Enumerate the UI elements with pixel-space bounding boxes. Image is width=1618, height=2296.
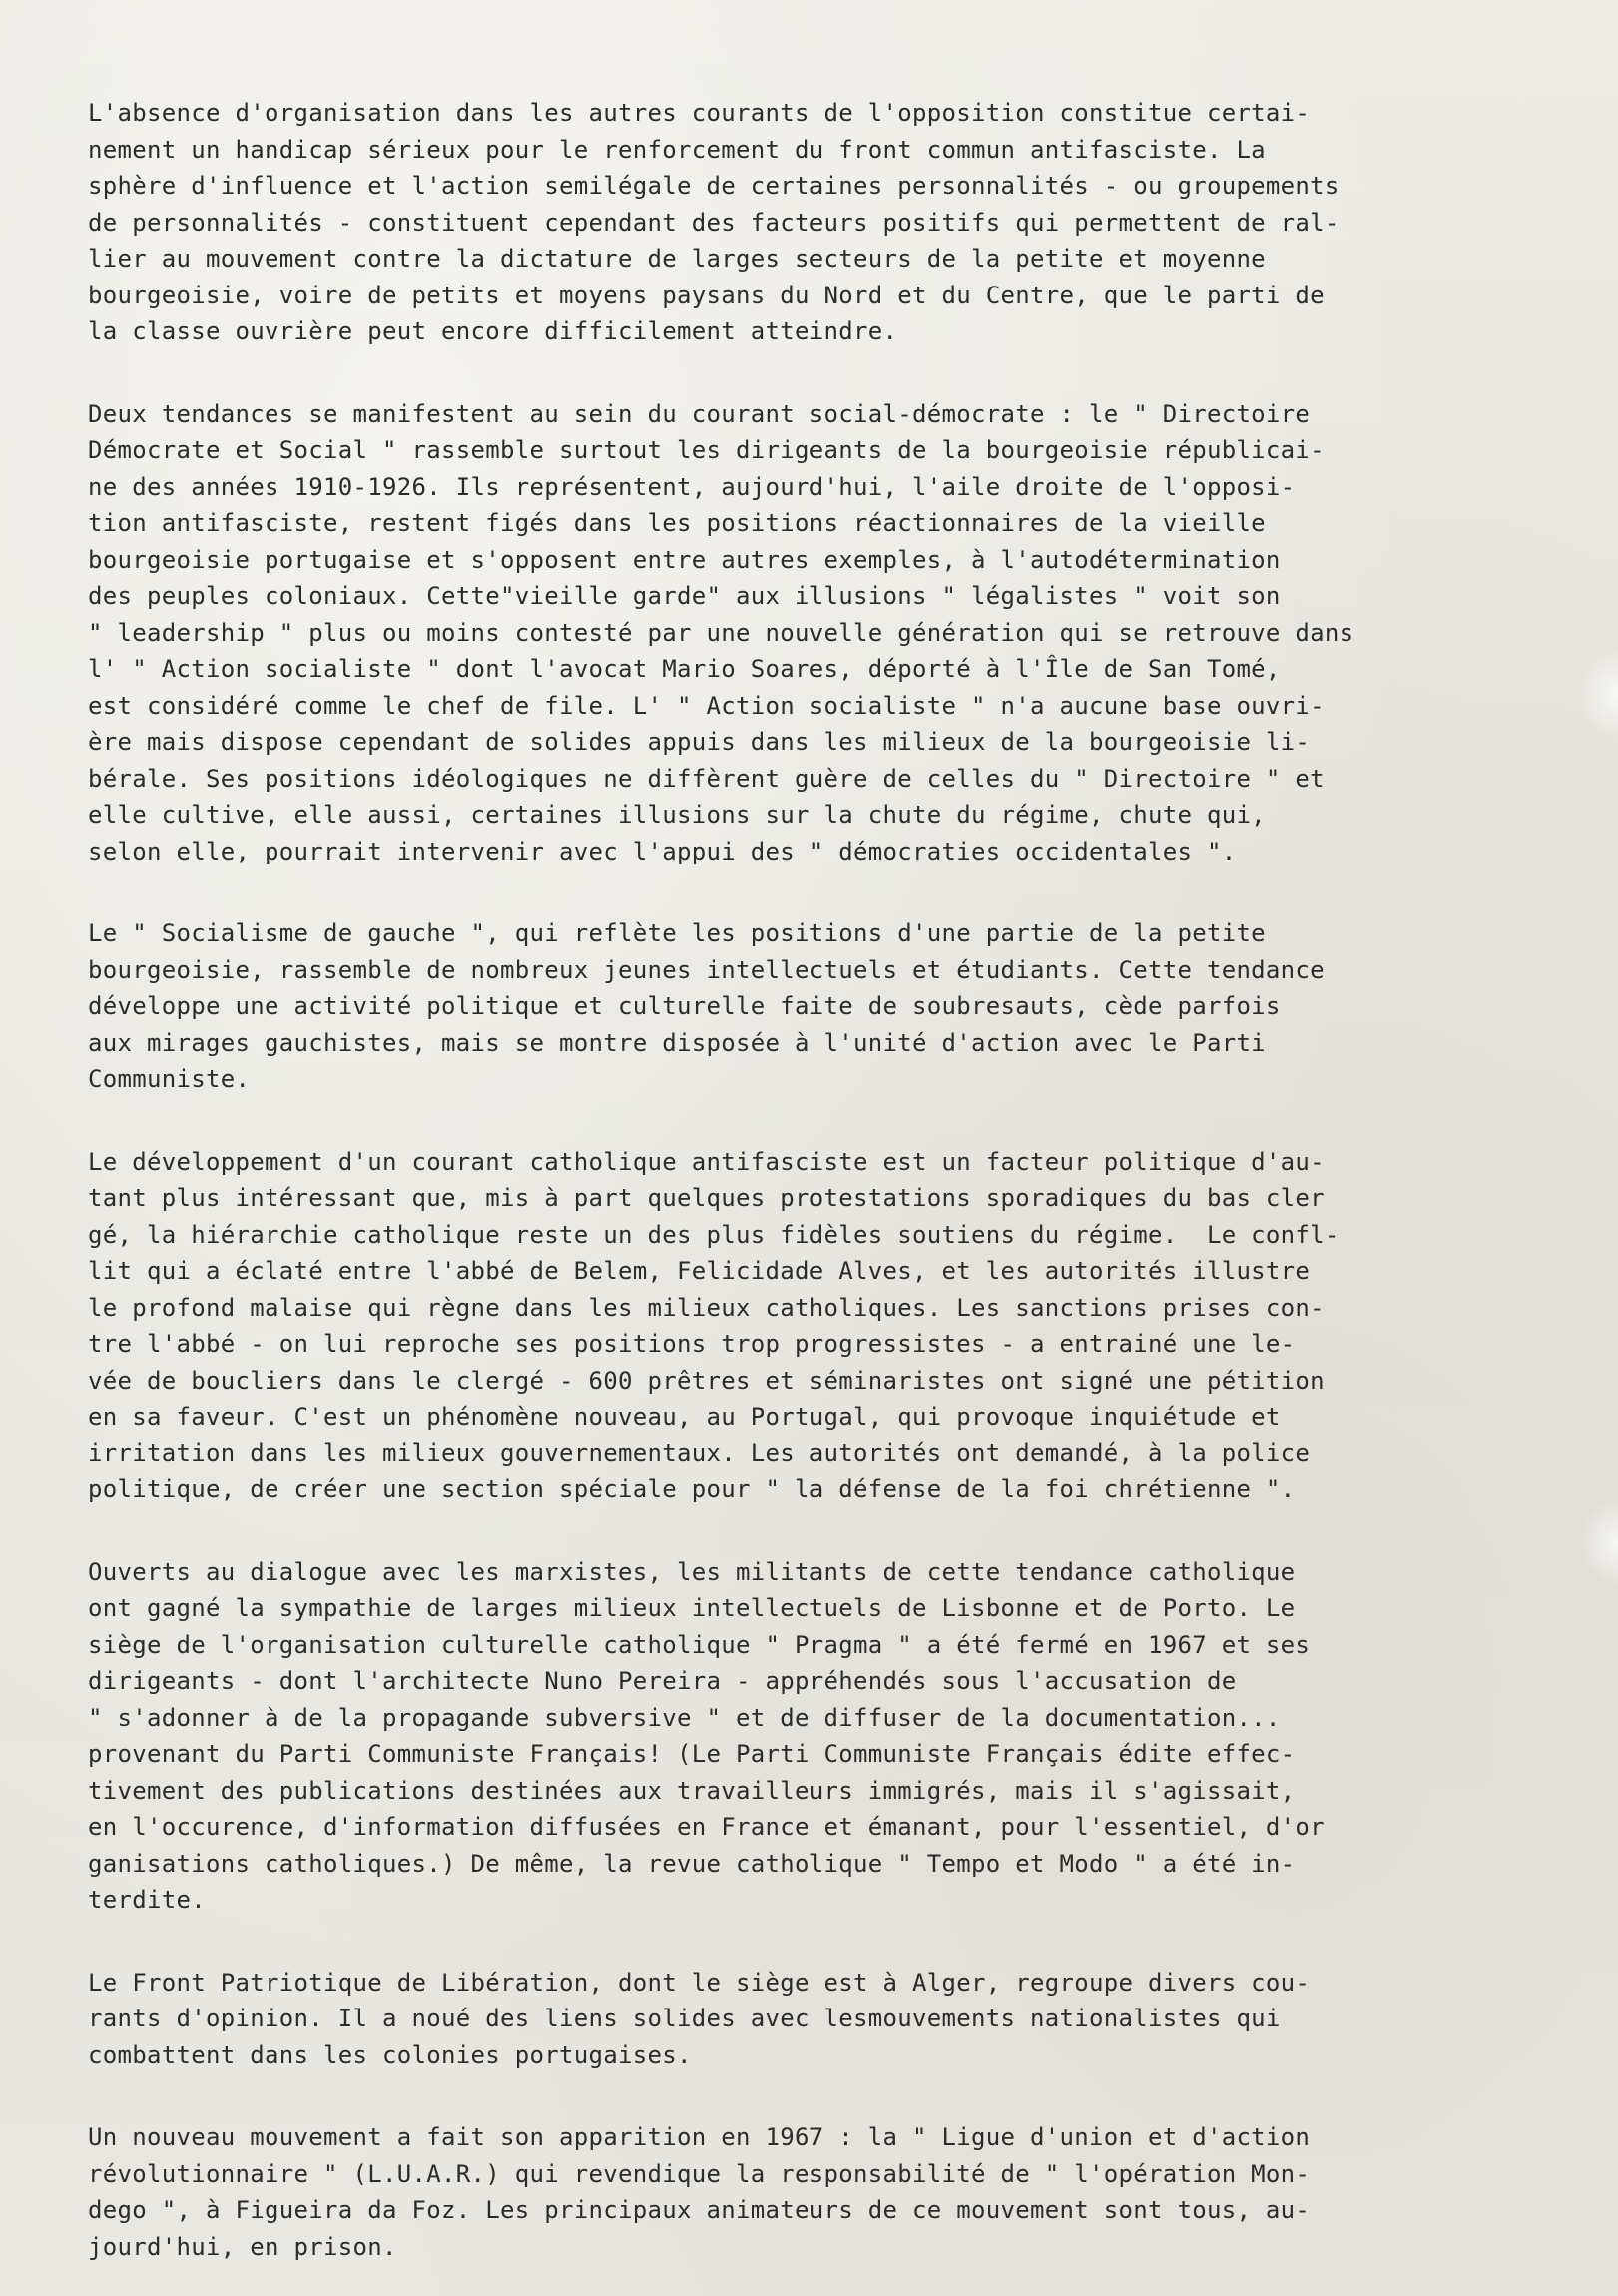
text-line: selon elle, pourrait intervenir avec l'appui des " démocraties occidentales ".: [88, 837, 1237, 865]
text-line: combattent dans les colonies portugaises.: [88, 2040, 692, 2069]
text-line: dego ", à Figueira da Foz. Les principaux animateurs de ce mouvement sont tous, au-: [88, 2196, 1311, 2224]
text-line: dirigeants - dont l'architecte Nuno Pereira - appréhendés sous l'accusation de: [88, 1667, 1237, 1695]
text-line: révolutionnaire " (L.U.A.R.) qui revendique la responsabilité de " l'opération Mon-: [88, 2159, 1311, 2188]
paragraph-luar-movement: [88, 2119, 1418, 2265]
text-line: bérale. Ses positions idéologiques ne diffèrent guère de celles du " Directoire " et: [88, 764, 1325, 793]
text-line: le profond malaise qui règne dans les milieux catholiques. Les sanctions prises con-: [88, 1293, 1325, 1322]
text-line: tre l'abbé - on lui reproche ses positions trop progressistes - a entrainé une le-: [88, 1330, 1296, 1358]
text-line: ère mais dispose cependant de solides appuis dans les milieux de la bourgeoisie li-: [88, 728, 1311, 756]
text-line: provenant du Parti Communiste Français! (Le Parti Communiste Français édite effec-: [88, 1740, 1296, 1768]
text-line: " s'adonner à de la propagande subversive " et de diffuser de la documentation...: [88, 1703, 1281, 1732]
text-line: tivement des publications destinées aux travailleurs immigrés, mais il s'agissait,: [88, 1776, 1296, 1805]
text-line: en sa faveur. C'est un phénomène nouveau, au Portugal, qui provoque inquiétude et: [88, 1403, 1281, 1431]
text-line: Le Front Patriotique de Libération, dont le siège est à Alger, regroupe divers cou-: [88, 1968, 1311, 1997]
text-line: Deux tendances se manifestent au sein du courant social-démocrate : le " Directoire: [88, 399, 1311, 428]
text-line: tion antifasciste, restent figés dans les positions réactionnaires de la vieille: [88, 509, 1266, 537]
text-line: vée de boucliers dans le clergé - 600 prêtres et séminaristes ont signé une pétition: [88, 1366, 1325, 1395]
text-line: bourgeoisie portugaise et s'opposent entre autres exemples, à l'autodétermination: [88, 545, 1281, 574]
text-line: siège de l'organisation culturelle catholique " Pragma " a été fermé en 1967 et ses: [88, 1630, 1311, 1659]
text-line: nement un handicap sérieux pour le renforcement du front commun antifasciste. La: [88, 135, 1266, 164]
paragraph-front-patriotique: [88, 1965, 1418, 2074]
text-line: est considéré comme le chef de file. L' " Action socialiste " n'a aucune base ouvri-: [88, 691, 1325, 720]
text-line: développe une activité politique et culturelle faite de soubresauts, cède parfois: [88, 992, 1281, 1020]
text-line: ont gagné la sympathie de larges milieux intellectuels de Lisbonne et de Porto. Le: [88, 1594, 1296, 1622]
text-line: jourd'hui, en prison.: [88, 2232, 397, 2261]
text-line: tant plus intéressant que, mis à part quelques protestations sporadiques du bas cler: [88, 1184, 1325, 1212]
text-line: aux mirages gauchistes, mais se montre disposée à l'unité d'action avec le Parti: [88, 1028, 1266, 1057]
text-line: la classe ouvrière peut encore difficilement atteindre.: [88, 317, 898, 345]
paper-crease-mark: [1578, 1497, 1618, 1587]
text-line: bourgeoisie, voire de petits et moyens paysans du Nord et du Centre, que le parti de: [88, 281, 1325, 309]
text-line: ganisations catholiques.) De même, la revue catholique " Tempo et Modo " a été in-: [88, 1849, 1296, 1878]
text-line: Un nouveau mouvement a fait son apparition en 1967 : la " Ligue d'union et d'action: [88, 2123, 1311, 2151]
text-line: lit qui a éclaté entre l'abbé de Belem, Felicidade Alves, et les autorités illustre: [88, 1257, 1311, 1285]
paragraph-socialisme-de-gauche: [88, 915, 1418, 1098]
text-line: Le développement d'un courant catholique antifasciste est un facteur politique d'au-: [88, 1147, 1325, 1176]
text-line: sphère d'influence et l'action semilégale de certaines personnalités - ou groupements: [88, 172, 1340, 200]
paragraph-opposition-organisation: [88, 95, 1418, 350]
text-line: terdite.: [88, 1886, 206, 1914]
text-line: gé, la hiérarchie catholique reste un des plus fidèles soutiens du régime. Le confl-: [88, 1220, 1340, 1249]
text-line: bourgeoisie, rassemble de nombreux jeunes intellectuels et étudiants. Cette tendance: [88, 955, 1325, 984]
text-line: elle cultive, elle aussi, certaines illusions sur la chute du régime, chute qui,: [88, 801, 1266, 829]
text-line: l' " Action socialiste " dont l'avocat Mario Soares, déporté à l'Île de San Tomé,: [88, 655, 1281, 683]
paragraph-catholic-current: [88, 1144, 1418, 1508]
paper-crease-mark: [1578, 649, 1618, 739]
text-line: rants d'opinion. Il a noué des liens solides avec lesmouvements nationalistes qui: [88, 2005, 1281, 2032]
text-line: ne des années 1910-1926. Ils représentent, aujourd'hui, l'aile droite de l'opposi-: [88, 472, 1296, 501]
text-line: Communiste.: [88, 1065, 251, 1093]
paragraph-social-democrat: [88, 396, 1418, 870]
text-line: des peuples coloniaux. Cette"vieille garde" aux illusions " légalistes " voit son: [88, 582, 1281, 610]
text-line: Ouverts au dialogue avec les marxistes, les militants de cette tendance catholique: [88, 1557, 1296, 1586]
text-line: lier au mouvement contre la dictature de larges secteurs de la petite et moyenne: [88, 245, 1266, 273]
text-line: " leadership " plus ou moins contesté par une nouvelle génération qui se retrouve dans: [88, 618, 1354, 647]
text-line: Le " Socialisme de gauche ", qui reflète les positions d'une partie de la petite: [88, 919, 1266, 947]
text-line: en l'occurence, d'information diffusées en France et émanant, pour l'essentiel, d'or: [88, 1813, 1325, 1841]
text-line: L'absence d'organisation dans les autres courants de l'opposition constitue certai-: [88, 99, 1311, 127]
text-line: politique, de créer une section spéciale pour " la défense de la foi chrétienne ".: [88, 1475, 1296, 1503]
text-line: Démocrate et Social " rassemble surtout les dirigeants de la bourgeoisie républicai-: [88, 436, 1325, 464]
text-line: irritation dans les milieux gouvernementaux. Les autorités ont demandé, à la police: [88, 1438, 1311, 1467]
text-line: de personnalités - constituent cependant des facteurs positifs qui permettent de ral-: [88, 208, 1340, 237]
paragraph-dialogue-marxists: [88, 1554, 1418, 1919]
